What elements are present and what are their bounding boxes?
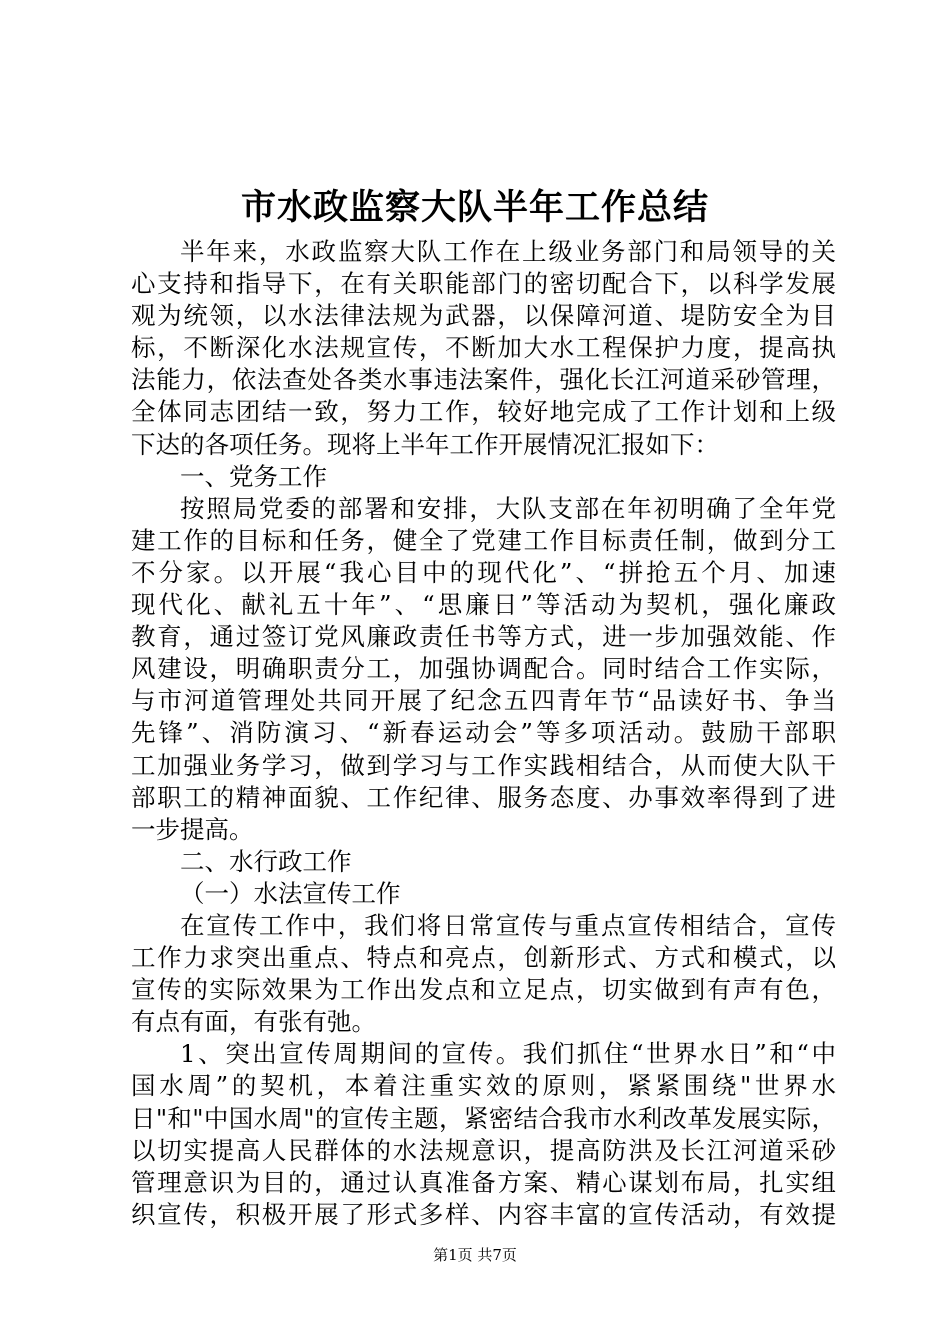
text-line: 半年来，水政监察大队工作在上级业务部门和局领导的关	[180, 237, 836, 266]
text-line: 织宣传，积极开展了形式多样、内容丰富的宣传活动，有效提	[131, 1199, 836, 1229]
text-line: 教育，通过签订党风廉政责任书等方式，进一步加强效能、作	[131, 622, 836, 652]
text-line: 以切实提高人民群体的水法规意识，提高防洪及长江河道采砂	[131, 1135, 836, 1165]
text-line: 建工作的目标和任务，健全了党建工作目标责任制，做到分工	[131, 525, 836, 555]
text-line: 有点有面，有张有弛。	[131, 1007, 376, 1037]
text-line: 风建设，明确职责分工，加强协调配合。同时结合工作实际，	[131, 654, 836, 684]
text-line: （一）水法宣传工作	[180, 878, 401, 908]
text-line: 日"和"中国水周"的宣传主题，紧密结合我市水利改革发展实际，	[131, 1103, 836, 1133]
page-number-footer: 第1页 共7页	[433, 1246, 517, 1264]
text-line: 现代化、献礼五十年”、“思廉日”等活动为契机，强化廉政	[131, 590, 836, 620]
document-body	[131, 236, 836, 1231]
text-line: 国水周”的契机，本着注重实效的原则，紧紧围绕"世界水	[131, 1071, 836, 1101]
text-line: 全体同志团结一致，努力工作，较好地完成了工作计划和上级	[131, 397, 836, 427]
text-line: 与市河道管理处共同开展了纪念五四青年节“品读好书、争当	[131, 686, 836, 716]
text-line: 心支持和指导下，在有关职能部门的密切配合下，以科学发展	[131, 269, 836, 299]
text-line: 一、党务工作	[180, 461, 327, 491]
text-line: 先锋”、消防演习、“新春运动会”等多项活动。鼓励干部职	[131, 718, 836, 748]
text-line: 不分家。以开展“我心目中的现代化”、“拼抢五个月、加速	[131, 557, 836, 587]
text-line: 管理意识为目的，通过认真准备方案、精心谋划布局，扎实组	[131, 1167, 836, 1197]
text-line: 标，不断深化水法规宣传，不断加大水工程保护力度，提高执	[131, 333, 836, 363]
text-line: 观为统领，以水法律法规为武器，以保障河道、堤防安全为目	[131, 301, 836, 331]
text-line: 宣传的实际效果为工作出发点和立足点，切实做到有声有色，	[131, 975, 836, 1005]
text-line: 在宣传工作中，我们将日常宣传与重点宣传相结合，宣传	[180, 910, 836, 940]
text-line: 下达的各项任务。现将上半年工作开展情况汇报如下：	[131, 429, 719, 459]
text-line: 法能力，依法查处各类水事违法案件，强化长江河道采砂管理，	[131, 365, 836, 395]
text-line: 1、突出宣传周期间的宣传。我们抓住“世界水日”和“中	[180, 1039, 836, 1069]
text-line: 二、水行政工作	[180, 846, 352, 876]
document-title: 市水政监察大队半年工作总结	[240, 187, 709, 228]
text-line: 工加强业务学习，做到学习与工作实践相结合，从而使大队干	[131, 750, 836, 780]
text-line: 部职工的精神面貌、工作纪律、服务态度、办事效率得到了进	[131, 782, 836, 812]
text-line: 一步提高。	[131, 814, 254, 844]
text-line: 按照局党委的部署和安排，大队支部在年初明确了全年党	[180, 493, 836, 523]
text-line: 工作力求突出重点、特点和亮点，创新形式、方式和模式，以	[131, 943, 836, 973]
